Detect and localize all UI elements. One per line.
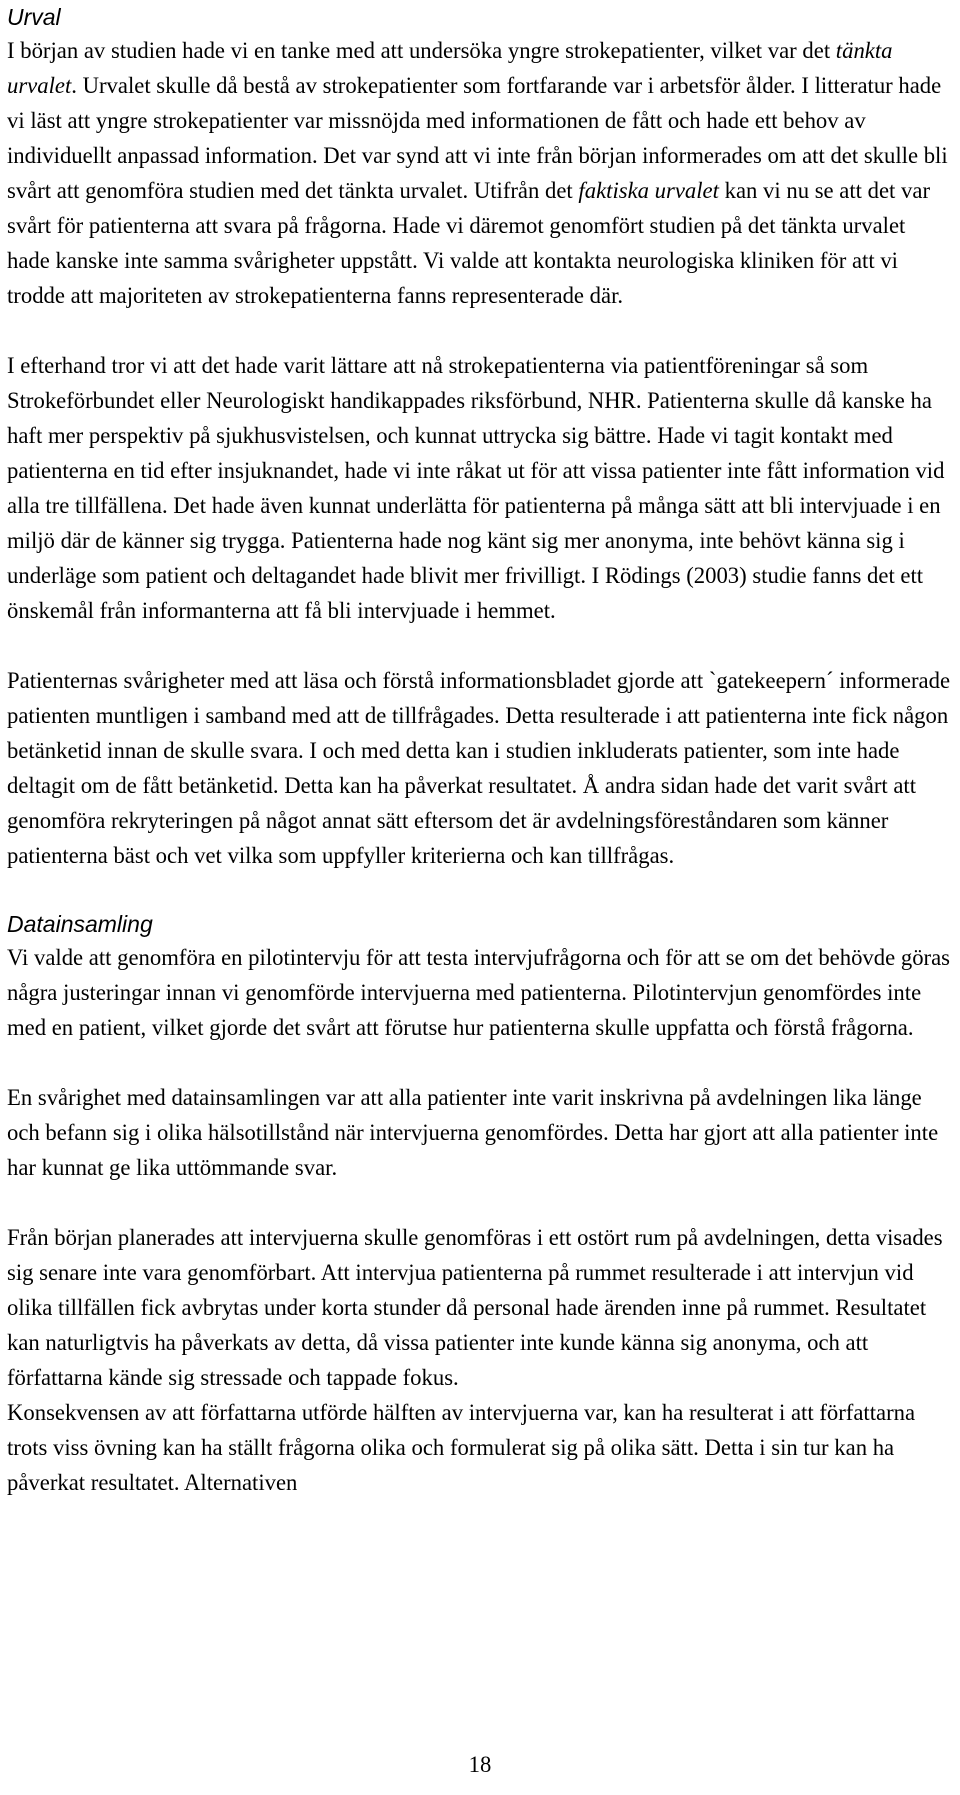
paragraph-datainsamling-2: En svårighet med datainsamlingen var att alla patienter inte varit inskrivna på avdelningen lika länge och befann sig i olika hälsotillstånd när intervjuerna genomfördes. Detta har gjort att alla patienter inte har kunnat ge lika uttömmande svar. <box>7 1085 939 1180</box>
italic-term-tankta-urvalet: tänkta urvalet <box>7 38 893 98</box>
section-heading-datainsamling: Datainsamling <box>7 911 153 937</box>
paragraph-datainsamling-4: Konsekvensen av att författarna utförde hälften av intervjuerna var, kan ha resulterat i att författarna trots viss övning kan ha ställt frågorna olika och formulerat sig på olika sätt. Detta i sin tur kan ha påverkat resultatet. Alternativen <box>7 1400 916 1495</box>
document-body <box>7 2 953 1500</box>
italic-term-faktiska-urvalet: faktiska urvalet <box>578 178 719 203</box>
page-number: 18 <box>468 1752 492 1777</box>
paragraph-datainsamling-1: Vi valde att genomföra en pilotintervju för att testa intervjufrågorna och för att se om det behövde göras några justeringar innan vi genomförde intervjuerna med patienterna. Pilotintervjun genomfördes inte med en patient, vilket gjorde det svårt att förutse hur patienterna skulle uppfatta och förstå frågorna. <box>7 945 951 1040</box>
paragraph-urval-1 <box>7 33 953 313</box>
paragraph-datainsamling-3: Från början planerades att intervjuerna skulle genomföras i ett ostört rum på avdelningen, detta visades sig senare inte vara genomförbart. Att intervjua patienterna på rummet resulterade i att intervjun vid olika tillfällen fick avbrytas under korta stunder då personal hade ärenden inne på rummet. Resultatet kan naturligtvis ha påverkats av detta, då vissa patienter inte kunde känna sig anonyma, och att författarna kände sig stressade och tappade fokus. <box>7 1225 943 1390</box>
text-run: kan vi nu se att det var svårt för patienterna att svara på frågorna. Hade vi däremot genomfört studien på det tänkta urvalet hade kanske inte samma svårigheter uppstått. Vi valde att kontakta neurologiska kliniken för att vi trodde att majoriteten av strokepatienterna fanns representerade där. <box>7 178 930 308</box>
paragraph-urval-2: I efterhand tror vi att det hade varit lättare att nå strokepatienterna via patientföreningar så som Strokeförbundet eller Neurologiskt handikappades riksförbund, NHR. Patienterna skulle då kanske ha haft mer perspektiv på sjukhusvistelsen, och kunnat uttrycka sig bättre. Hade vi tagit kontakt med patienterna en tid efter insjuknandet, hade vi inte råkat ut för att vissa patienter inte fått information vid alla tre tillfällena. Det hade även kunnat underlätta för patienterna på många sätt att bli intervjuade i en miljö där de känner sig trygga. Patienterna hade nog känt sig mer anonyma, inte behövt känna sig i underläge som patient och deltagandet hade blivit mer frivilligt. I Rödings (2003) studie fanns det ett önskemål från informanterna att få bli intervjuade i hemmet. <box>7 353 945 623</box>
text-run: I början av studien hade vi en tanke med att undersöka yngre strokepatienter, vilket var det <box>7 38 836 63</box>
paragraph-urval-3: Patienternas svårigheter med att läsa och förstå informationsbladet gjorde att `gatekeepern´ informerade patienten muntligen i samband med att de tillfrågades. Detta resulterade i att patienterna inte fick någon betänketid innan de skulle svara. I och med detta kan i studien inkluderats patienter, som inte hade deltagit om de fått betänketid. Detta kan ha påverkat resultatet. Å andra sidan hade det varit svårt att genomföra rekryteringen på något annat sätt eftersom det är avdelningsföreståndaren som känner patienterna bäst och vet vilka som uppfyller kriterierna och kan tillfrågas. <box>7 668 951 868</box>
section-heading-urval: Urval <box>7 4 61 30</box>
text-run: . Urvalet skulle då bestå av strokepatienter som fortfarande var i arbetsför ålder. I litteratur hade vi läst att yngre strokepatienter var missnöjda med informationen de fått och hade ett behov av individuellt anpassad information. Det var synd att vi inte från början informerades om att det skulle bli svårt att genomföra studien med det tänkta urvalet. Utifrån det <box>7 73 948 203</box>
